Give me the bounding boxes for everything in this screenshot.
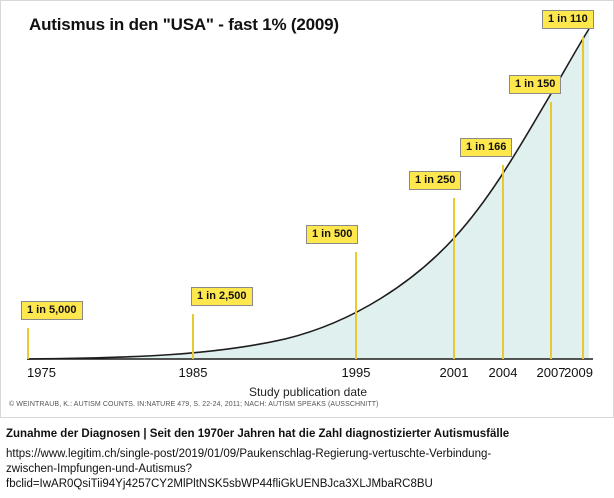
chart-title: Autismus in den "USA" - fast 1% (2009) (29, 15, 339, 34)
caption-url-line-3: fbclid=IwAR0QsiTii94Yj4257CY2MlPltNSK5sbWP44fliGkUENBJca3XLJMbaRC8BU (6, 478, 433, 490)
chart-svg (15, 9, 601, 379)
callout-2001: 1 in 250 (409, 171, 461, 190)
callout-1995: 1 in 500 (306, 225, 358, 244)
chart-source-note: © WEINTRAUB, K.: AUTISM COUNTS. IN:NATURE 479, S. 22-24, 2011; NACH: AUTISM SPEAKS (AUSSCHNITT) (9, 401, 379, 408)
x-tick-label: 2009 (564, 365, 593, 379)
x-tick-label: 2001 (439, 365, 469, 379)
caption-url-line-1: https://www.legitim.ch/single-post/2019/01/09/Paukenschlag-Regierung-vertuschte-Verbindung- (6, 448, 492, 460)
caption-url-line-2: zwischen-Impfungen-und-Autismus? (6, 463, 193, 475)
callout-1975: 1 in 5,000 (21, 301, 83, 320)
x-tick-label: 2007 (536, 365, 566, 379)
x-tick-label: 1995 (341, 365, 371, 379)
caption-url[interactable] (6, 447, 608, 492)
chart-plot-area (15, 9, 601, 379)
callout-1985: 1 in 2,500 (191, 287, 253, 306)
x-tick-label: 1975 (27, 365, 56, 379)
callout-2009: 1 in 110 (542, 10, 594, 29)
callout-2007: 1 in 150 (509, 75, 561, 94)
x-tick-label: 2004 (488, 365, 518, 379)
caption-headline: Zunahme der Diagnosen | Seit den 1970er Jahren hat die Zahl diagnostizierter Autismusfälle (6, 428, 510, 440)
x-axis-caption: Study publication date (248, 385, 368, 399)
x-tick-label: 1985 (178, 365, 208, 379)
area-fill (27, 29, 589, 359)
caption-block (0, 424, 614, 492)
callout-2004: 1 in 166 (460, 138, 512, 157)
